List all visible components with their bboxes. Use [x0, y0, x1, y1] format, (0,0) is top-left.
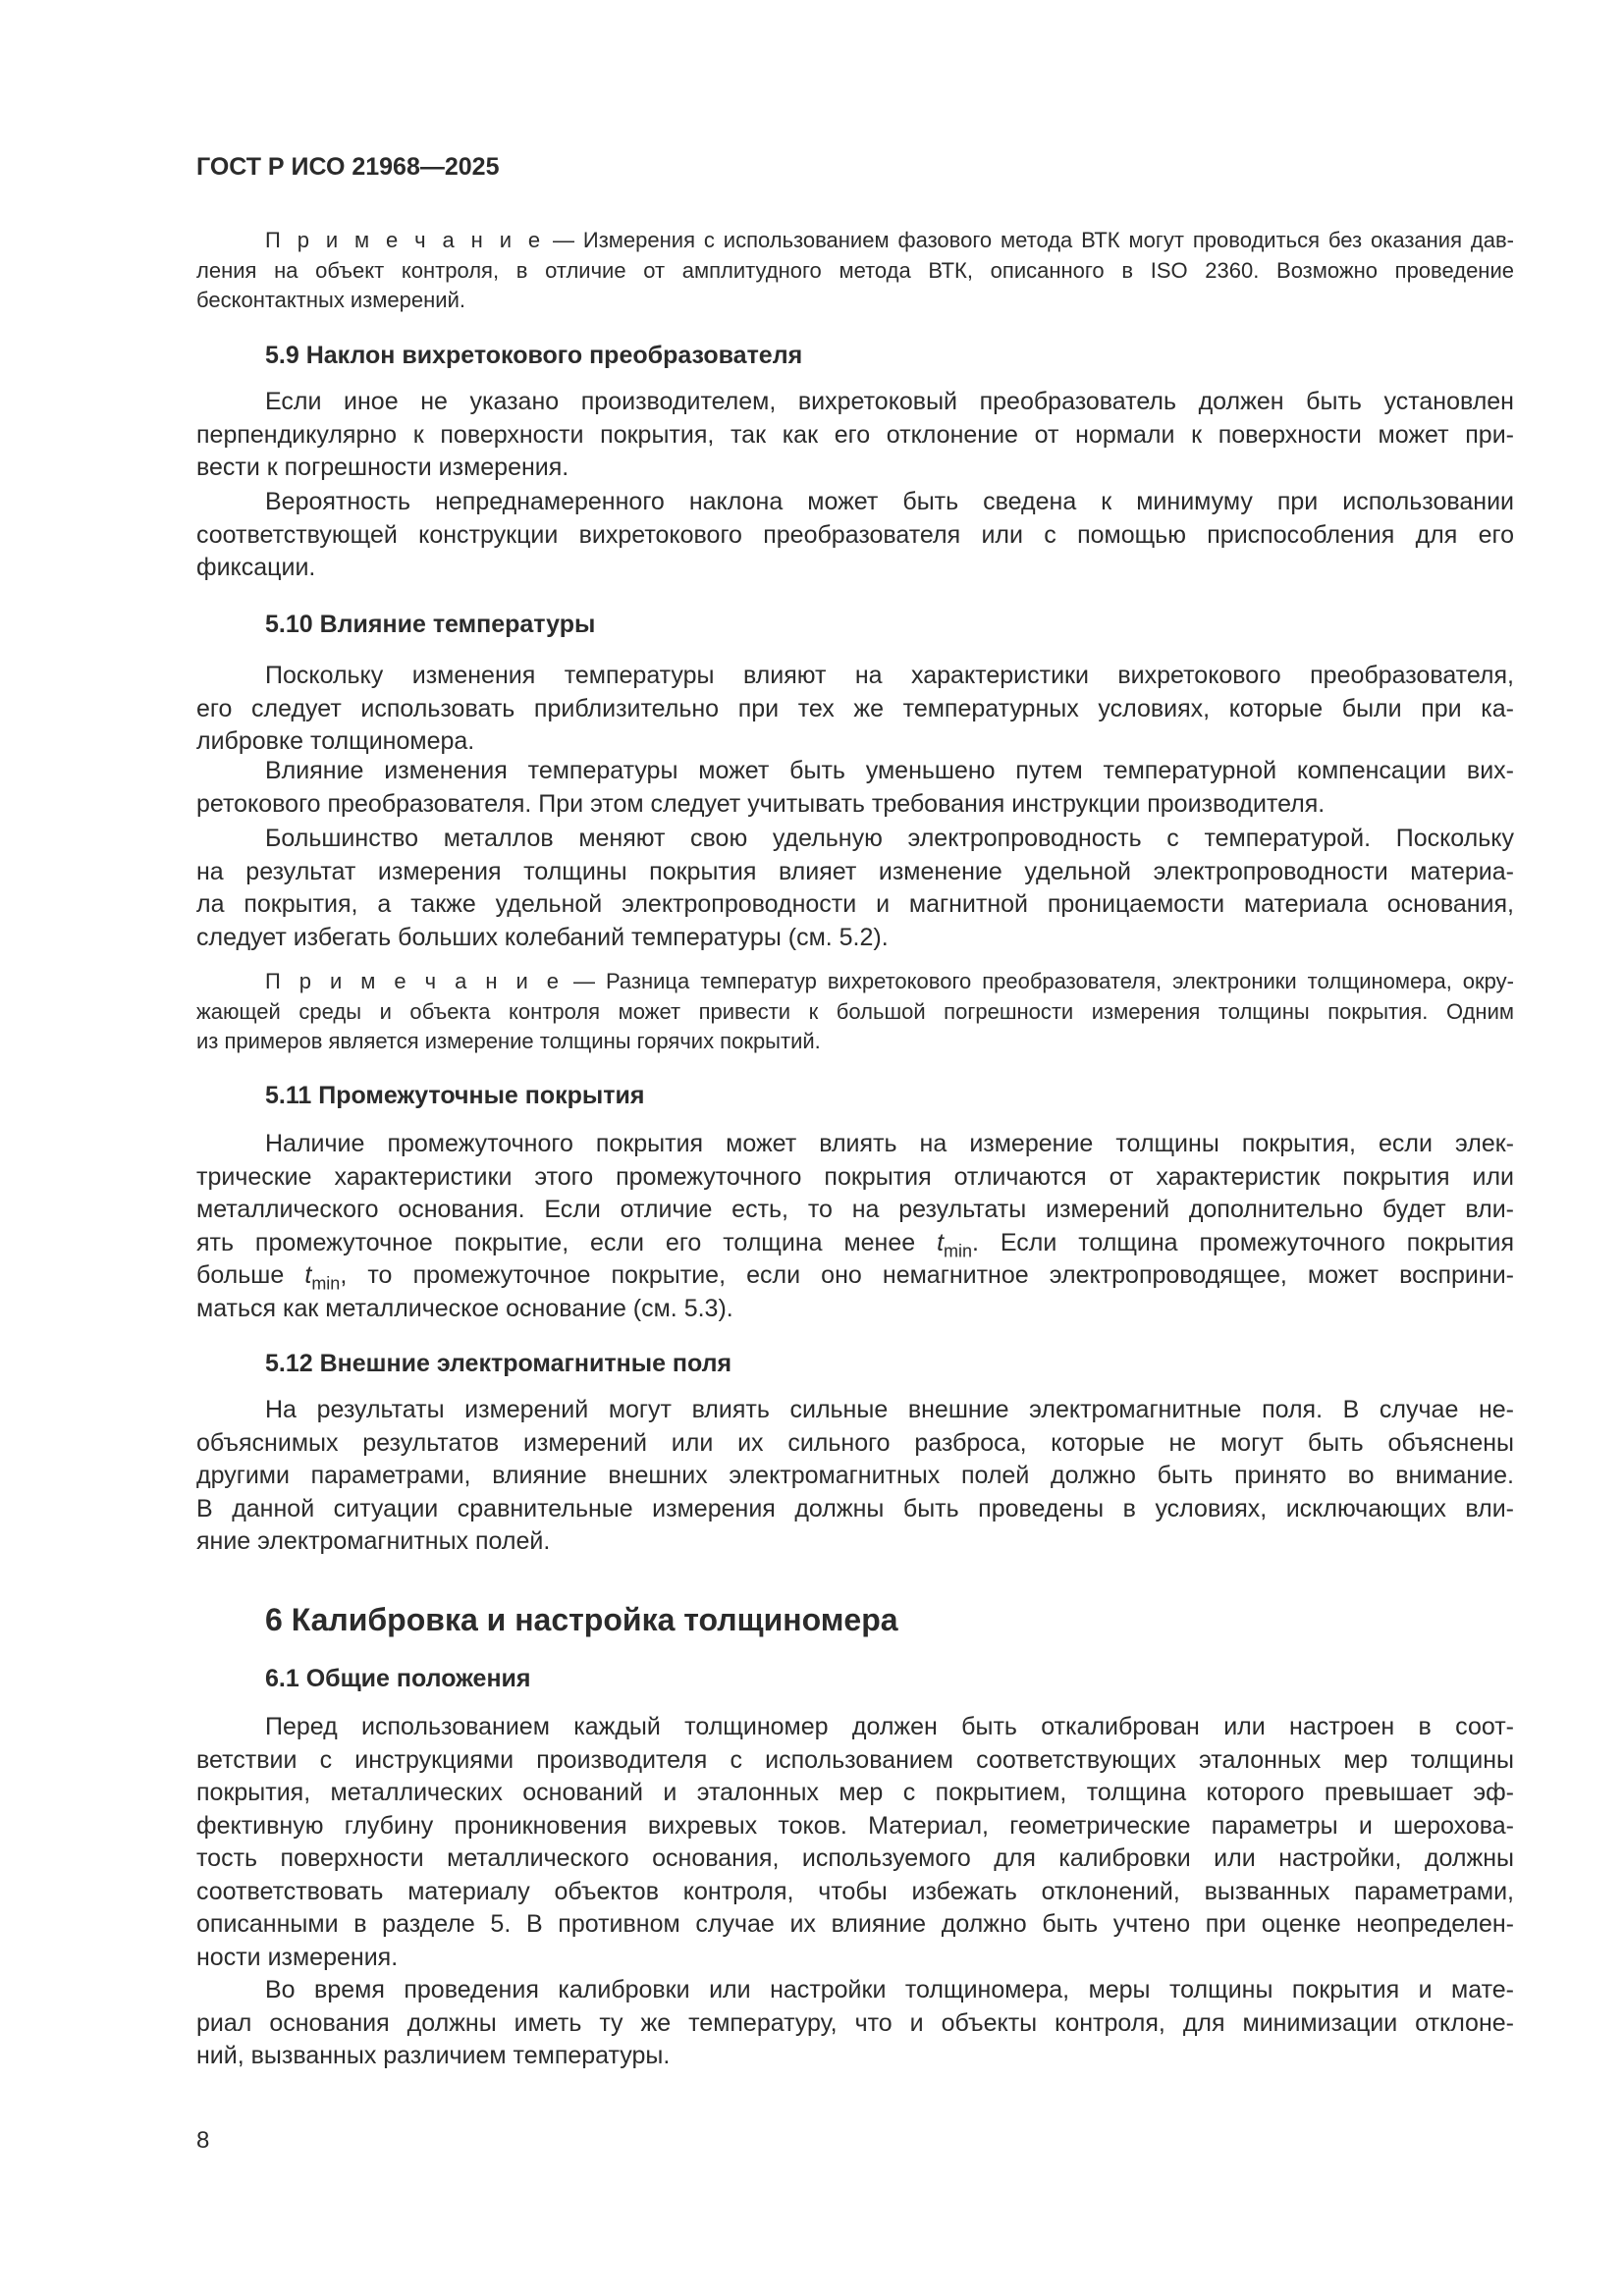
text-line: Вероятность непреднамеренного наклона может быть сведена к минимуму при использовании — [265, 488, 1514, 515]
text-line: его следует использовать приблизительно при тех же температурных условиях, которые были при ка- — [196, 694, 1514, 722]
text-line: вести к погрешности измерения. — [196, 454, 569, 481]
paragraph — [196, 486, 1514, 585]
text-line: описанными в разделе 5. В противном случае их влияние должно быть учтено при оценке неопределен- — [196, 1910, 1514, 1938]
text-line: ветствии с инструкциями производителя с использованием соответствующих эталонных мер толщины — [196, 1745, 1514, 1774]
text-line: бесконтактных измерений. — [196, 288, 465, 312]
text-line: Наличие промежуточного покрытия может влиять на измерение толщины покрытия, если элек- — [265, 1130, 1514, 1157]
subscript-min: min — [944, 1240, 973, 1260]
document-header: ГОСТ Р ИСО 21968—2025 — [196, 153, 500, 181]
text-line: маться как металлическое основание (см. 5.3). — [196, 1294, 733, 1322]
text-line — [196, 1227, 1514, 1260]
note-text: — Измерения с использованием фазового метода ВТК могут проводиться без оказания дав- — [544, 228, 1514, 252]
text-line: Влияние изменения температуры может быть уменьшено путем температурной компенсации вих- — [265, 757, 1514, 784]
note — [196, 226, 1514, 316]
text-segment: ять промежуточное покрытие, если его толщина менее — [196, 1228, 938, 1256]
text-line: другими параметрами, влияние внешних электромагнитных полей должно быть принято во внимание. — [196, 1462, 1514, 1489]
text-line: тость поверхности металлического основания, используемого для калибровки или настройки, должны — [196, 1844, 1514, 1872]
text-line: ретокового преобразователя. При этом следует учитывать требования инструкции производителя. — [196, 789, 1326, 818]
note-label: П р и м е ч а н и е — [265, 969, 563, 993]
text-line: трические характеристики этого промежуточного покрытия отличаются от характеристик покрытия или — [196, 1162, 1514, 1191]
text-line: ла покрытия, а также удельной электропроводности и магнитной проницаемости материала основания, — [196, 890, 1514, 918]
text-line: фективную глубину проникновения вихревых токов. Материал, геометрические параметры и шерохова- — [196, 1811, 1514, 1840]
paragraph — [196, 1394, 1514, 1559]
text-line: металлического основания. Если отличие есть, то на результаты измерений дополнительно будет вли- — [196, 1196, 1514, 1223]
text-line: ний, вызванных различием температуры. — [196, 2042, 671, 2069]
subsection-heading: 5.10 Влияние температуры — [265, 611, 596, 638]
paragraph — [196, 823, 1514, 954]
text-segment: больше — [196, 1261, 305, 1289]
text-line: ности измерения. — [196, 1943, 399, 1971]
section-title: 6 Калибровка и настройка толщиномера — [265, 1602, 898, 1637]
text-line: соответствующей конструкции вихретокового преобразователя или с помощью приспособления для его — [196, 520, 1514, 549]
text-line: Поскольку изменения температуры влияют на характеристики вихретокового преобразователя, — [265, 662, 1514, 689]
text-line: риал основания должны иметь ту же температуру, что и объекты контроля, для минимизации отклоне- — [196, 2008, 1514, 2037]
text-line: соответствовать материалу объектов контроля, чтобы избежать отклонений, вызванных параметрами, — [196, 1877, 1514, 1905]
text-line: На результаты измерений могут влиять сильные внешние электромагнитные поля. В случае не- — [265, 1396, 1514, 1423]
text-line: Во время проведения калибровки или настройки толщиномера, меры толщины покрытия и мате- — [265, 1976, 1514, 2003]
subsection-heading: 5.11 Промежуточные покрытия — [265, 1082, 645, 1109]
paragraph — [196, 1128, 1514, 1325]
subsection-heading: 6.1 Общие положения — [265, 1665, 531, 1692]
note-text: — Разница температур вихретокового преобразователя, электроники толщиномера, окру- — [562, 969, 1514, 993]
text-line: яние электромагнитных полей. — [196, 1527, 551, 1555]
text-line: Если иное не указано производителем, вихретоковый преобразователь должен быть установлен — [265, 388, 1514, 415]
text-line: покрытия, металлических оснований и эталонных мер с покрытием, толщина которого превышает эф- — [196, 1779, 1514, 1806]
text-line: Большинство металлов меняют свою удельную электропроводность с температурой. Поскольку — [265, 825, 1514, 852]
paragraph — [196, 755, 1514, 821]
variable-t: t — [304, 1261, 312, 1289]
text-line: В данной ситуации сравнительные измерения должны быть проведены в условиях, исключающих вли- — [196, 1494, 1514, 1522]
text-line: перпендикулярно к поверхности покрытия, так как его отклонение от нормали к поверхности может при- — [196, 420, 1514, 449]
text-line: ления на объект контроля, в отличие от амплитудного метода ВТК, описанного в ISO 2360. Возможно проведение — [196, 257, 1514, 283]
text-segment: , то промежуточное покрытие, если оно немагнитное электропроводящее, может восприни- — [340, 1261, 1514, 1289]
paragraph — [196, 386, 1514, 485]
paragraph — [196, 1711, 1514, 1974]
text-line: либровке толщиномера. — [196, 727, 475, 755]
text-line — [196, 226, 1514, 256]
text-line: на результат измерения толщины покрытия влияет изменение удельной электропроводности материа- — [196, 857, 1514, 885]
subsection-heading: 5.12 Внешние электромагнитные поля — [265, 1350, 732, 1377]
text-line: из примеров является измерение толщины горячих покрытий. — [196, 1029, 821, 1053]
text-line — [196, 967, 1514, 997]
text-line: Перед использованием каждый толщиномер должен быть откалиброван или настроен в соот- — [265, 1713, 1514, 1740]
text-segment: . Если толщина промежуточного покрытия — [972, 1228, 1514, 1256]
note-label: П р и м е ч а н и е — [265, 228, 545, 252]
paragraph — [196, 660, 1514, 759]
text-line: жающей среды и объекта контроля может привести к большой погрешности измерения толщины покрытия. Одним — [196, 998, 1514, 1024]
paragraph — [196, 1974, 1514, 2073]
text-line: следует избегать больших колебаний температуры (см. 5.2). — [196, 923, 889, 951]
subscript-min: min — [311, 1273, 341, 1294]
note — [196, 967, 1514, 1057]
subsection-heading: 5.9 Наклон вихретокового преобразователя — [265, 342, 803, 369]
text-line — [196, 1259, 1514, 1293]
variable-t: t — [937, 1228, 945, 1256]
text-line: объяснимых результатов измерений или их сильного разброса, которые не могут быть объяснены — [196, 1428, 1514, 1457]
page-number: 8 — [196, 2127, 210, 2154]
text-line: фиксации. — [196, 554, 316, 581]
